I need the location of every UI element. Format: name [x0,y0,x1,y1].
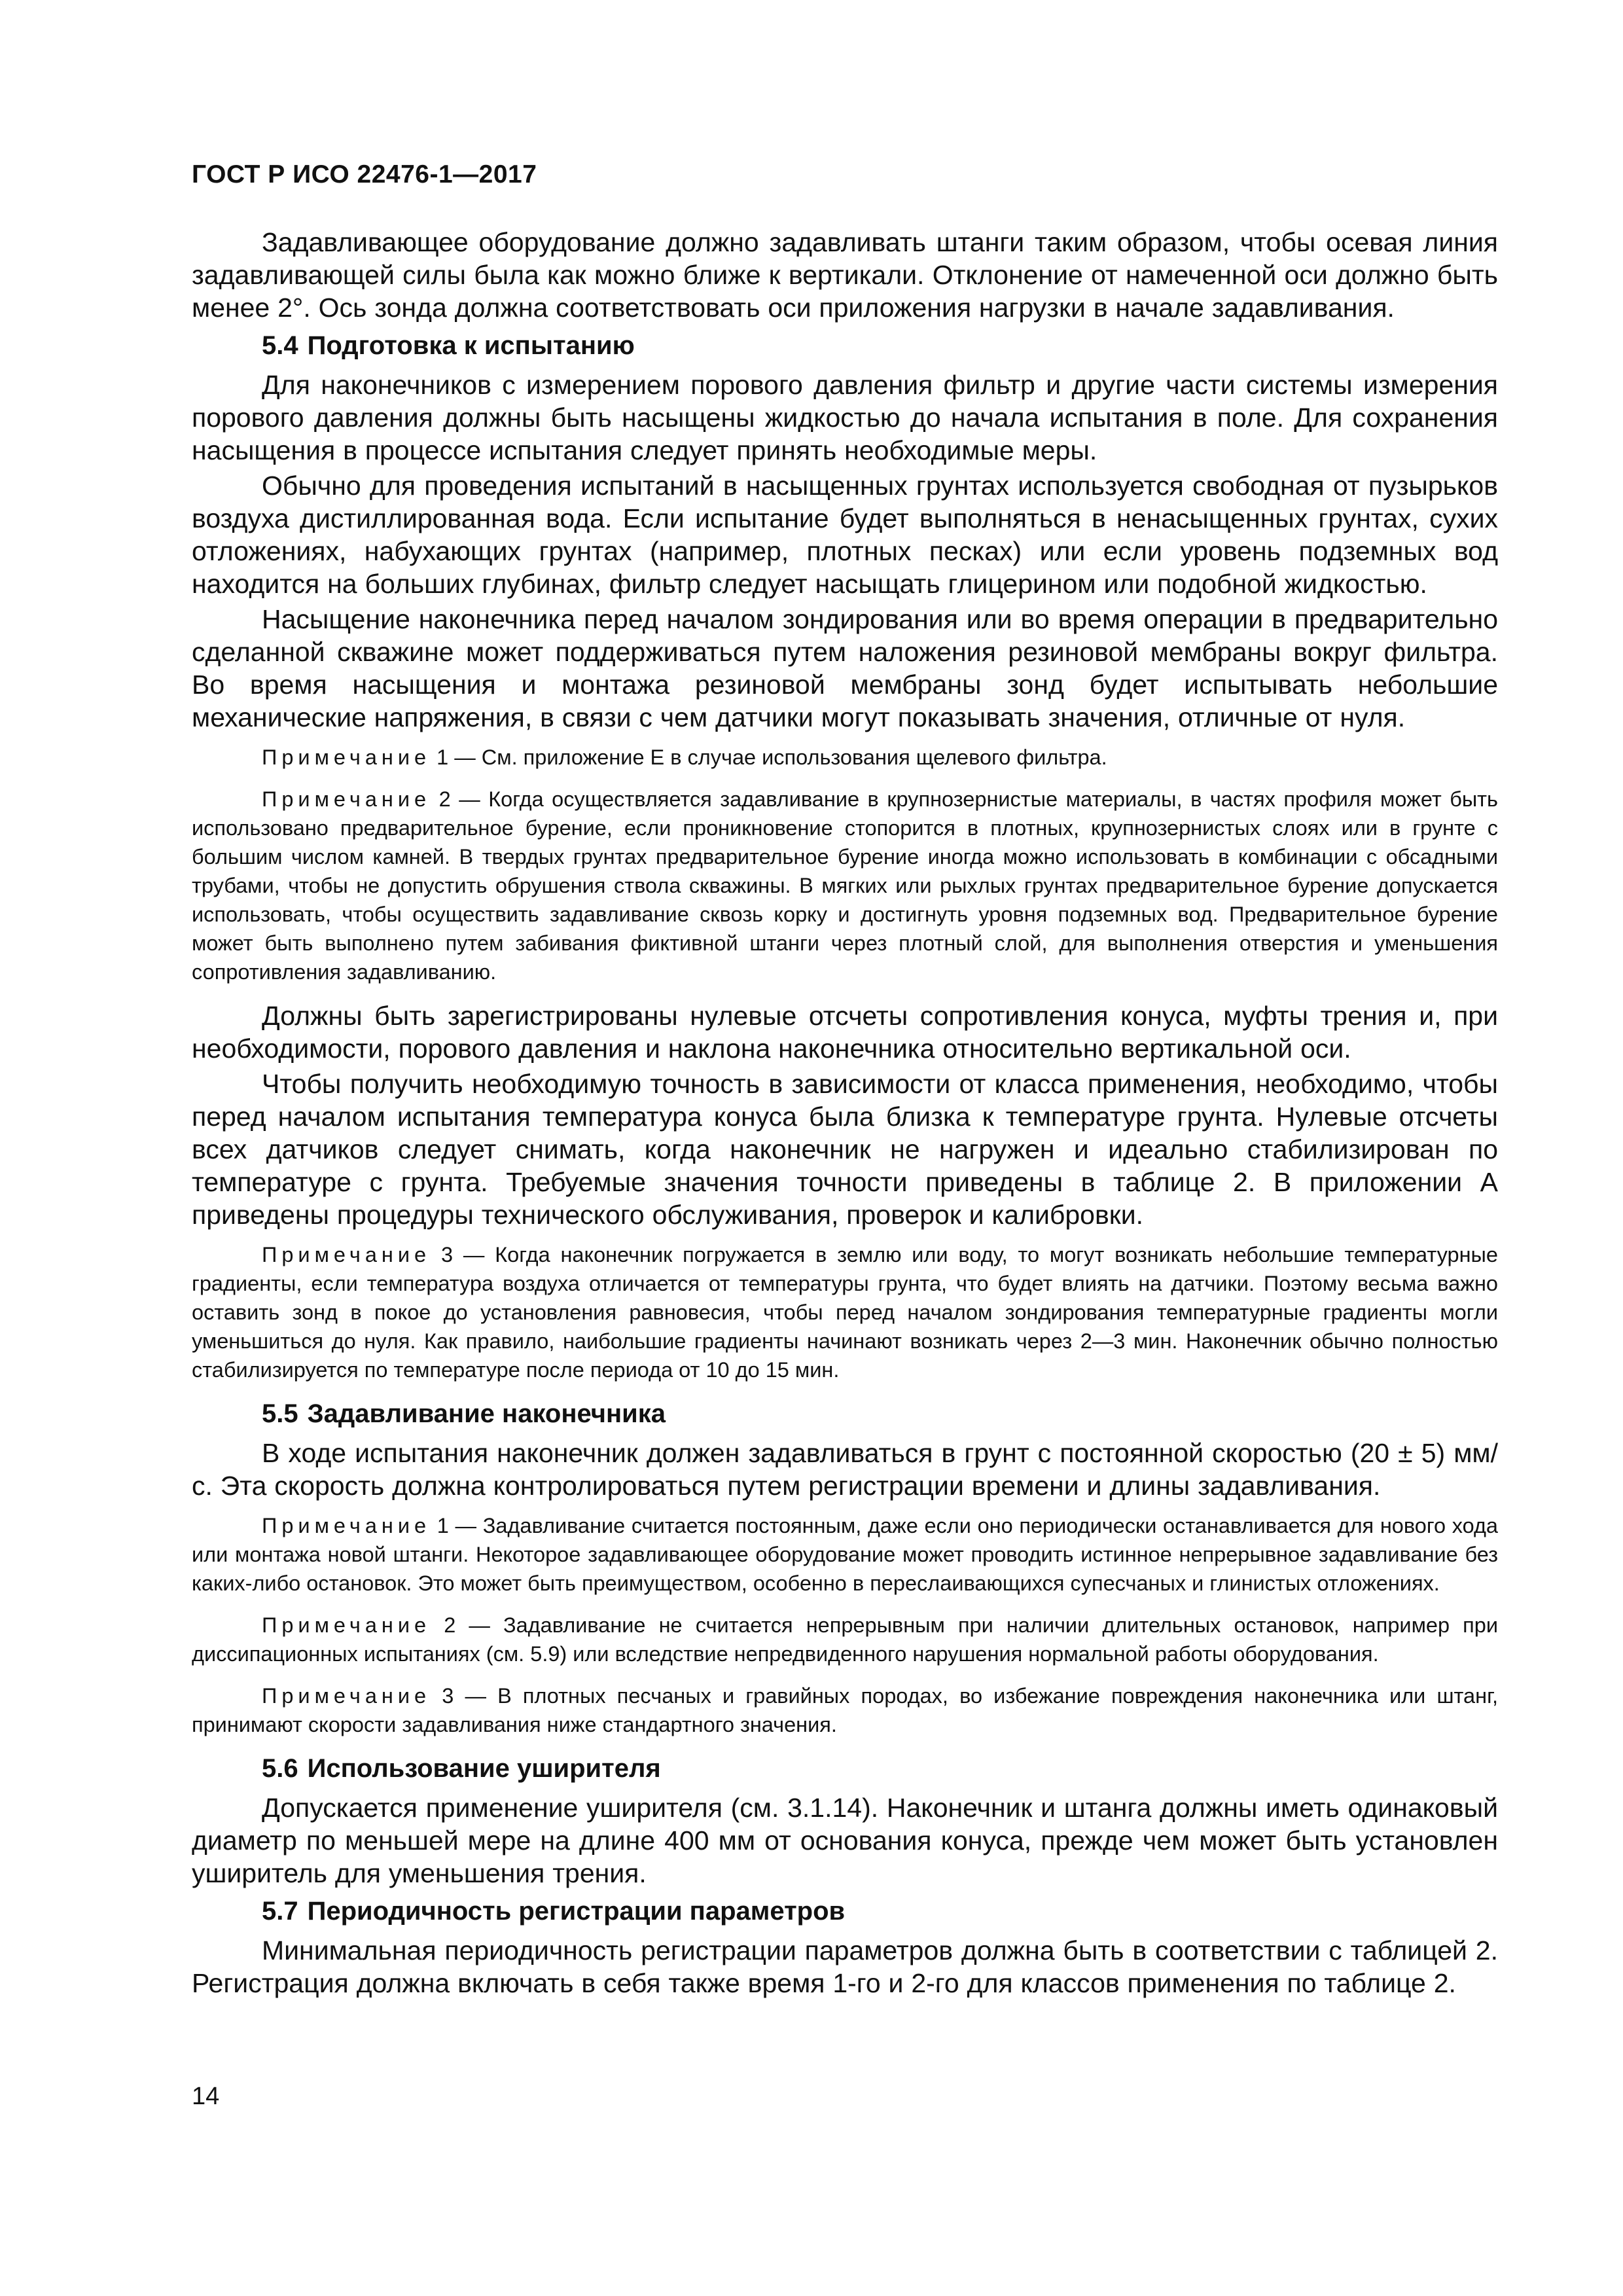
section-heading-5-5 [192,1397,1498,1430]
paragraph-intro: Задавливающее оборудование должно задавливать штанги таким образом, чтобы осевая линия задавливающей силы была как можно ближе к вертикали. Отклонение от намеченной оси должно быть менее 2°. Ось зонда должна соответствовать оси приложения нагрузки в начале задавливания. [192,227,1498,323]
note-number: 2 — [431,787,489,811]
section-number: 5.4 [262,331,298,360]
note-number: 3 — [431,1684,498,1708]
note-text: Задавливание не считается непрерывным при наличии длительных остановок, например при диссипационных испытаниях (см. 5.9) или вследствие непредвиденного нарушения нормальной работы оборудования. [192,1613,1498,1666]
section-heading-5-7 [192,1895,1498,1928]
section-heading-5-6 [192,1752,1498,1785]
paragraph: Допускается применение уширителя (см. 3.1.14). Наконечник и штанга должны иметь одинаковый диаметр по меньшей мере на длине 400 мм от основания конуса, прежде чем может быть установлен уширитель для уменьшения трения. [192,1793,1498,1888]
note [192,785,1498,986]
paragraph: Обычно для проведения испытаний в насыщенных грунтах используется свободная от пузырьков воздуха дистиллированная вода. Если испытание будет выполняться в ненасыщенных грунтах, сухих отложениях, набухающих грунтах (например, плотных песках) или если уровень подземных вод находится на больших глубинах, фильтр следует насыщать глицерином или подобной жидкостью. [192,471,1498,599]
note-number: 2 — [431,1613,503,1637]
page-content [192,226,1498,2002]
note-label: Примечание [262,1514,431,1537]
paragraph: Для наконечников с измерением порового давления фильтр и другие части системы измерения порового давления должны быть насыщены жидкостью до начала испытания в поле. Для сохранения насыщения в процессе испытания следует принять необходимые меры. [192,370,1498,465]
note-label: Примечание [262,1613,431,1637]
section-number: 5.7 [262,1897,298,1926]
note [192,1611,1498,1668]
note [192,743,1498,772]
note-number: 1 — [431,745,482,769]
document-header-code: ГОСТ Р ИСО 22476-1—2017 [192,160,537,188]
note-text: Когда наконечник погружается в землю или воду, то могут возникать небольшие температурные градиенты, если температура воздуха отличается от температуры грунта, что будет влиять на датчики. Поэтому весьма важно оставить зонд в покое до установления равновесия, чтобы перед началом зондирования температурные градиенты могли уменьшиться до нуля. Как правило, наибольшие градиенты начинают возникать через 2—3 мин. Наконечник обычно полностью стабилизируется по температуре после периода от 10 до 15 мин. [192,1243,1498,1382]
section-number: 5.6 [262,1754,298,1783]
note-text: Задавливание считается постоянным, даже если оно периодически останавливается для нового хода или монтажа новой штанги. Некоторое задавливающее оборудование может проводить истинное непрерывное задавливание без каких-либо остановок. Это может быть преимуществом, особенно в переслаивающихся супесчаных и глинистых отложениях. [192,1514,1498,1595]
note [192,1240,1498,1384]
section-title: Задавливание наконечника [307,1399,666,1428]
note [192,1681,1498,1739]
paragraph: Чтобы получить необходимую точность в зависимости от класса применения, необходимо, чтобы перед началом испытания температура конуса была близка к температуре грунта. Нулевые отсчеты всех датчиков следует снимать, когда наконечник не нагружен и идеально стабилизирован по температуре с грунта. Требуемые значения точности приведены в таблице 2. В приложении А приведены процедуры технического обслуживания, проверок и калибровки. [192,1069,1498,1230]
section-title: Использование уширителя [307,1754,661,1783]
paragraph: Минимальная периодичность регистрации параметров должна быть в соответствии с таблицей 2. Регистрация должна включать в себя также время 1-го и 2-го для классов применения по таблице 2. [192,1935,1498,1998]
section-title: Периодичность регистрации параметров [307,1897,846,1926]
note-number: 1 — [431,1514,483,1537]
note-label: Примечание [262,787,431,811]
note-label: Примечание [262,1243,431,1266]
section-heading-5-4 [192,329,1498,362]
note-label: Примечание [262,1684,431,1708]
note-text: В плотных песчаных и гравийных породах, во избежание повреждения наконечника или штанг, принимают скорости задавливания ниже стандартного значения. [192,1684,1498,1736]
note-text: Когда осуществляется задавливание в крупнозернистые материалы, в частях профиля может быть использовано предварительное бурение, если проникновение стопорится в плотных, крупнозернистых слоях или в грунте с большим числом камней. В твердых грунтах предварительное бурение иногда можно использовать в комбинации с обсадными трубами, чтобы не допустить обрушения ствола скважины. В мягких или рыхлых грунтах предварительное бурение допускается использовать, чтобы осуществить задавливание сквозь корку и достигнуть уровня подземных вод. Предварительное бурение может быть выполнено путем забивания фиктивной штанги через плотный слой, для выполнения отверстия и уменьшения сопротивления задавливанию. [192,787,1498,984]
note-text: См. приложение Е в случае использования щелевого фильтра. [481,745,1107,769]
note [192,1511,1498,1598]
paragraph: Должны быть зарегистрированы нулевые отсчеты сопротивления конуса, муфты трения и, при необходимости, порового давления и наклона наконечника относительно вертикальной оси. [192,1001,1498,1064]
paragraph: В ходе испытания наконечник должен задавливаться в грунт с постоянной скоростью (20 ± 5) мм/с. Эта скорость должна контролироваться путем регистрации времени и длины задавливания. [192,1438,1498,1501]
section-title: Подготовка к испытанию [307,331,635,360]
note-number: 3 — [431,1243,495,1266]
paragraph: Насыщение наконечника перед началом зондирования или во время операции в предварительно сделанной скважине может поддерживаться путем наложения резиновой мембраны вокруг фильтра. Во время насыщения и монтажа резиновой мембраны зонд будет испытывать небольшие механические напряжения, в связи с чем датчики могут показывать значения, отличные от нуля. [192,604,1498,732]
note-label: Примечание [262,745,431,769]
section-number: 5.5 [262,1399,298,1428]
page-number: 14 [192,2083,220,2110]
